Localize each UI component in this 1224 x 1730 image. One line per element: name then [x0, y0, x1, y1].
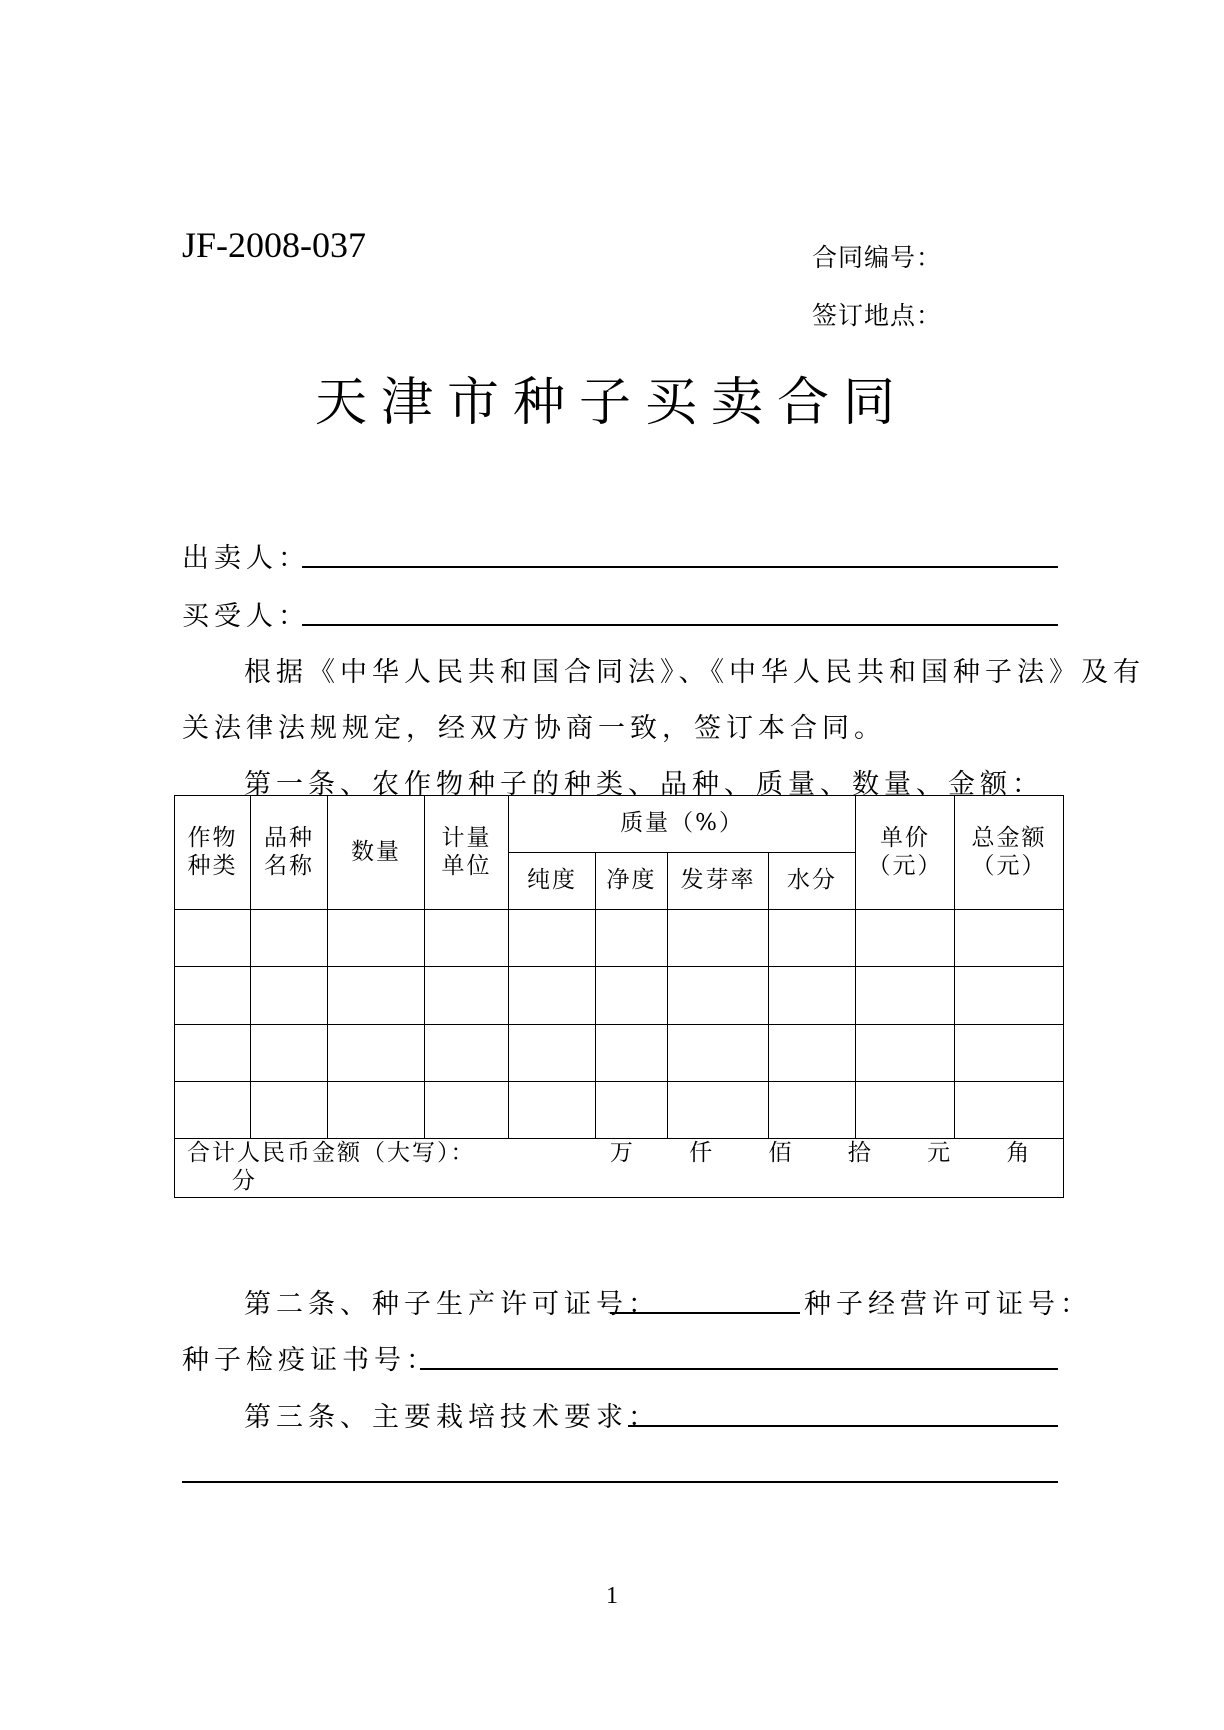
header-crop-type: 作物 种类	[175, 796, 251, 910]
table-cell[interactable]	[668, 1081, 769, 1138]
table-row	[175, 967, 1064, 1024]
table-cell[interactable]	[596, 1081, 668, 1138]
header-variety-name: 品种 名称	[251, 796, 328, 910]
table-cell[interactable]	[425, 910, 509, 967]
table-cell[interactable]	[769, 1024, 856, 1081]
unit-jiao: 角	[1006, 1140, 1032, 1167]
table-cell[interactable]	[856, 1024, 955, 1081]
table-cell[interactable]	[596, 967, 668, 1024]
article-1-heading: 第一条、农作物种子的种类、品种、质量、数量、金额：	[244, 769, 1044, 800]
table-row	[175, 1024, 1064, 1081]
quarantine-certificate-field-line[interactable]	[420, 1368, 1058, 1370]
table-cell[interactable]	[856, 967, 955, 1024]
quarantine-certificate-label: 种子检疫证书号：	[182, 1345, 438, 1376]
article-3-heading: 第三条、主要栽培技术要求：	[244, 1402, 660, 1433]
table-cell[interactable]	[251, 1081, 328, 1138]
seed-table	[174, 795, 1064, 1198]
header-germination: 发芽率	[668, 853, 769, 910]
unit-bai: 佰	[768, 1140, 794, 1167]
unit-shi: 拾	[847, 1140, 873, 1167]
table-cell[interactable]	[769, 910, 856, 967]
cultivation-requirements-field-line-2[interactable]	[182, 1481, 1058, 1483]
table-cell[interactable]	[856, 910, 955, 967]
table-cell[interactable]	[251, 967, 328, 1024]
table-cell[interactable]	[769, 1081, 856, 1138]
table-cell[interactable]	[596, 910, 668, 967]
table-cell[interactable]	[856, 1081, 955, 1138]
table-cell[interactable]	[668, 1024, 769, 1081]
header-quality: 质量（%）	[509, 796, 856, 853]
total-row	[175, 1138, 1064, 1197]
table-cell[interactable]	[328, 1081, 425, 1138]
table-cell[interactable]	[955, 1024, 1064, 1081]
article-2-business-license-label: 种子经营许可证号：	[804, 1289, 1092, 1320]
page-title: 天津市种子买卖合同	[314, 373, 909, 433]
table-row	[175, 910, 1064, 967]
table-cell[interactable]	[175, 1024, 251, 1081]
table-cell[interactable]	[509, 1081, 596, 1138]
table-cell[interactable]	[769, 967, 856, 1024]
table-cell[interactable]	[328, 910, 425, 967]
table-cell[interactable]	[668, 967, 769, 1024]
table-cell[interactable]	[509, 967, 596, 1024]
table-cell[interactable]	[509, 1024, 596, 1081]
contract-number-label: 合同编号：	[812, 243, 943, 272]
table-cell[interactable]	[425, 1024, 509, 1081]
seller-field-line[interactable]	[302, 566, 1058, 568]
table-cell[interactable]	[328, 1024, 425, 1081]
table-cell[interactable]	[955, 1081, 1064, 1138]
document-number: JF-2008-037	[182, 225, 367, 265]
table-cell[interactable]	[175, 967, 251, 1024]
total-amount-label: 合计人民币金额（大写）：	[187, 1140, 476, 1167]
total-amount-cell[interactable]	[175, 1138, 1064, 1197]
table-cell[interactable]	[175, 1081, 251, 1138]
unit-wan: 万	[609, 1140, 635, 1167]
table-cell[interactable]	[251, 910, 328, 967]
table-cell[interactable]	[596, 1024, 668, 1081]
intro-line-1: 根据《中华人民共和国合同法》、《中华人民共和国种子法》及有	[244, 657, 1145, 688]
header-purity: 纯度	[509, 853, 596, 910]
article-2-production-license-label: 第二条、种子生产许可证号：	[244, 1289, 660, 1320]
table-cell[interactable]	[425, 1081, 509, 1138]
buyer-field-line[interactable]	[302, 624, 1058, 626]
page-number: 1	[606, 1583, 618, 1609]
header-unit-price: 单价 （元）	[856, 796, 955, 910]
table-cell[interactable]	[955, 910, 1064, 967]
production-license-field-line[interactable]	[610, 1312, 800, 1314]
header-total-amount: 总金额 （元）	[955, 796, 1064, 910]
unit-qian: 仟	[689, 1140, 715, 1167]
table-cell[interactable]	[425, 967, 509, 1024]
table-cell[interactable]	[509, 910, 596, 967]
header-unit: 计量 单位	[425, 796, 509, 910]
buyer-label: 买受人：	[182, 601, 310, 632]
table-cell[interactable]	[668, 910, 769, 967]
table-row	[175, 1081, 1064, 1138]
table-cell[interactable]	[175, 910, 251, 967]
signing-place-label: 签订地点：	[812, 301, 943, 330]
header-moisture: 水分	[769, 853, 856, 910]
unit-fen: 分	[232, 1167, 257, 1194]
header-quantity: 数量	[328, 796, 425, 910]
cultivation-requirements-field-line[interactable]	[628, 1425, 1058, 1427]
seller-label: 出卖人：	[182, 543, 310, 574]
table-cell[interactable]	[251, 1024, 328, 1081]
table-cell[interactable]	[328, 967, 425, 1024]
unit-yuan: 元	[927, 1140, 953, 1167]
header-cleanliness: 净度	[596, 853, 668, 910]
table-cell[interactable]	[955, 967, 1064, 1024]
intro-line-2: 关法律法规规定，经双方协商一致，签订本合同。	[182, 713, 886, 744]
